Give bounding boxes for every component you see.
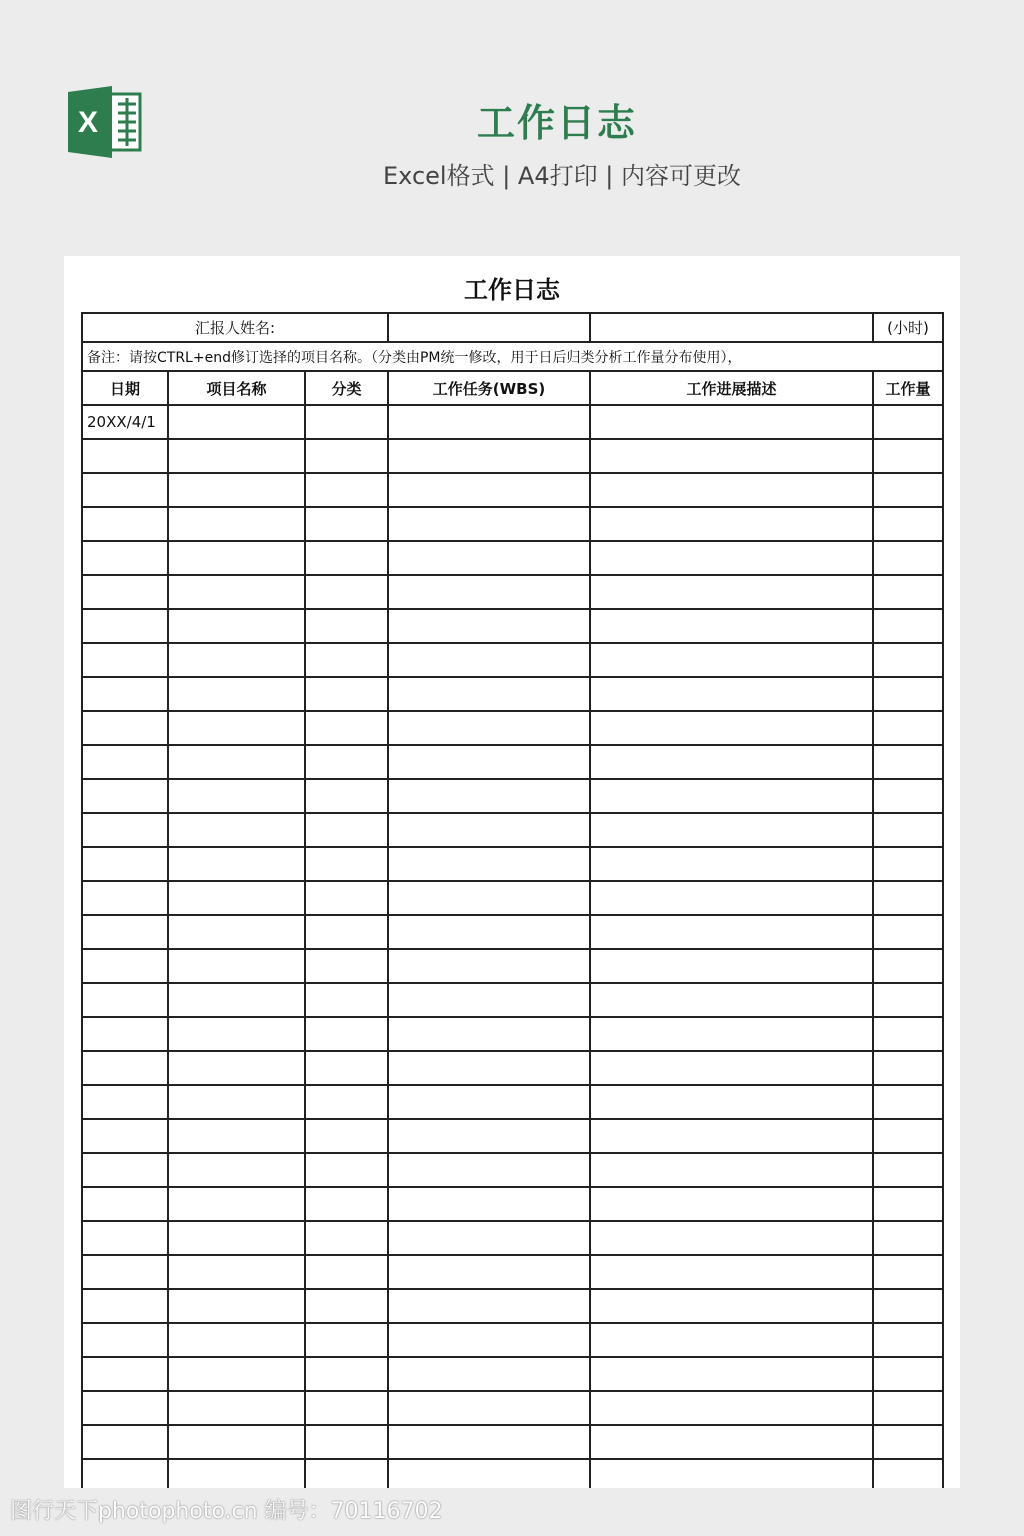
progress-cell[interactable]	[590, 609, 873, 643]
date-cell[interactable]: 20XX/4/1	[82, 405, 168, 439]
category-cell[interactable]	[305, 847, 388, 881]
date-cell[interactable]	[82, 541, 168, 575]
workload-cell[interactable]	[873, 813, 943, 847]
category-cell[interactable]	[305, 1323, 388, 1357]
category-cell[interactable]	[305, 1425, 388, 1459]
project-cell[interactable]	[168, 1051, 305, 1085]
project-cell[interactable]	[168, 1153, 305, 1187]
date-cell[interactable]	[82, 779, 168, 813]
date-cell[interactable]	[82, 643, 168, 677]
table-row	[82, 813, 943, 847]
project-cell[interactable]	[168, 1085, 305, 1119]
category-cell[interactable]	[305, 1459, 388, 1488]
category-cell[interactable]	[305, 507, 388, 541]
table-row	[82, 949, 943, 983]
category-cell[interactable]	[305, 1391, 388, 1425]
workload-cell[interactable]	[873, 1187, 943, 1221]
svg-text:X: X	[77, 106, 99, 139]
note-row	[82, 342, 943, 371]
category-cell[interactable]	[305, 779, 388, 813]
progress-cell[interactable]	[590, 1017, 873, 1051]
project-cell[interactable]	[168, 711, 305, 745]
progress-cell[interactable]	[590, 507, 873, 541]
project-cell[interactable]	[168, 779, 305, 813]
progress-cell[interactable]	[590, 1051, 873, 1085]
table-row	[82, 1459, 943, 1488]
note-text: 备注：请按CTRL+end修订选择的项目名称。（分类由PM统一修改，用于日后归类分析工作量分布使用），	[82, 342, 943, 371]
workload-cell[interactable]	[873, 915, 943, 949]
project-cell[interactable]	[168, 847, 305, 881]
project-cell[interactable]	[168, 745, 305, 779]
progress-cell[interactable]	[590, 541, 873, 575]
task-cell[interactable]	[388, 1153, 590, 1187]
workload-cell[interactable]	[873, 541, 943, 575]
task-cell[interactable]	[388, 915, 590, 949]
task-cell[interactable]	[388, 677, 590, 711]
date-cell[interactable]	[82, 439, 168, 473]
task-cell[interactable]	[388, 1357, 590, 1391]
progress-cell[interactable]	[590, 643, 873, 677]
task-cell[interactable]	[388, 949, 590, 983]
task-cell[interactable]	[388, 473, 590, 507]
progress-cell[interactable]	[590, 1357, 873, 1391]
project-cell[interactable]	[168, 1255, 305, 1289]
workload-cell[interactable]	[873, 1017, 943, 1051]
task-cell[interactable]	[388, 847, 590, 881]
table-row	[82, 643, 943, 677]
workload-cell[interactable]	[873, 1357, 943, 1391]
reporter-row	[82, 313, 943, 342]
category-cell[interactable]	[305, 439, 388, 473]
workload-cell[interactable]	[873, 405, 943, 439]
progress-cell[interactable]	[590, 405, 873, 439]
task-cell[interactable]	[388, 813, 590, 847]
table-row	[82, 1357, 943, 1391]
progress-cell[interactable]	[590, 745, 873, 779]
column-header-task: 工作任务(WBS)	[388, 371, 590, 405]
date-cell[interactable]	[82, 711, 168, 745]
project-cell[interactable]	[168, 1459, 305, 1488]
project-cell[interactable]	[168, 1289, 305, 1323]
project-cell[interactable]	[168, 1425, 305, 1459]
page-title: 工作日志	[476, 101, 637, 145]
project-cell[interactable]	[168, 1017, 305, 1051]
hours-unit-label: (小时)	[873, 313, 943, 342]
workload-cell[interactable]	[873, 609, 943, 643]
category-cell[interactable]	[305, 541, 388, 575]
project-cell[interactable]	[168, 405, 305, 439]
task-cell[interactable]	[388, 1221, 590, 1255]
progress-cell[interactable]	[590, 779, 873, 813]
table-row	[82, 507, 943, 541]
date-cell[interactable]	[82, 1051, 168, 1085]
project-cell[interactable]	[168, 949, 305, 983]
progress-cell[interactable]	[590, 575, 873, 609]
progress-cell[interactable]	[590, 1153, 873, 1187]
table-row	[82, 1289, 943, 1323]
date-cell[interactable]	[82, 1323, 168, 1357]
workload-cell[interactable]	[873, 949, 943, 983]
task-cell[interactable]	[388, 1119, 590, 1153]
progress-cell[interactable]	[590, 1289, 873, 1323]
task-cell[interactable]	[388, 1289, 590, 1323]
project-cell[interactable]	[168, 813, 305, 847]
worklog-sheet	[64, 256, 960, 1488]
progress-cell[interactable]	[590, 439, 873, 473]
task-cell[interactable]	[388, 1391, 590, 1425]
table-row	[82, 1391, 943, 1425]
progress-cell[interactable]	[590, 915, 873, 949]
project-cell[interactable]	[168, 1187, 305, 1221]
project-cell[interactable]	[168, 1221, 305, 1255]
table-row	[82, 541, 943, 575]
category-cell[interactable]	[305, 1153, 388, 1187]
task-cell[interactable]	[388, 881, 590, 915]
table-row	[82, 915, 943, 949]
project-cell[interactable]	[168, 473, 305, 507]
date-cell[interactable]	[82, 507, 168, 541]
date-cell[interactable]	[82, 983, 168, 1017]
project-cell[interactable]	[168, 1391, 305, 1425]
task-cell[interactable]	[388, 405, 590, 439]
date-cell[interactable]	[82, 847, 168, 881]
date-cell[interactable]	[82, 881, 168, 915]
progress-cell[interactable]	[590, 1425, 873, 1459]
date-cell[interactable]	[82, 1255, 168, 1289]
task-cell[interactable]	[388, 575, 590, 609]
category-cell[interactable]	[305, 643, 388, 677]
date-cell[interactable]	[82, 1153, 168, 1187]
workload-cell[interactable]	[873, 1085, 943, 1119]
category-cell[interactable]	[305, 677, 388, 711]
progress-cell[interactable]	[590, 813, 873, 847]
worklog-table	[81, 312, 944, 1488]
watermark-text: 图行天下photophoto.cn 编号：70116702	[10, 1499, 443, 1524]
task-cell[interactable]	[388, 711, 590, 745]
table-row	[82, 745, 943, 779]
task-cell[interactable]	[388, 779, 590, 813]
reporter-extra-cell[interactable]	[590, 313, 873, 342]
category-cell[interactable]	[305, 1085, 388, 1119]
date-cell[interactable]	[82, 1221, 168, 1255]
table-row	[82, 881, 943, 915]
table-row	[82, 779, 943, 813]
table-row	[82, 1323, 943, 1357]
progress-cell[interactable]	[590, 1391, 873, 1425]
table-row	[82, 575, 943, 609]
table-row	[82, 711, 943, 745]
project-cell[interactable]	[168, 881, 305, 915]
task-cell[interactable]	[388, 1017, 590, 1051]
column-header-date: 日期	[82, 371, 168, 405]
date-cell[interactable]	[82, 1425, 168, 1459]
project-cell[interactable]	[168, 1357, 305, 1391]
category-cell[interactable]	[305, 1051, 388, 1085]
project-cell[interactable]	[168, 1323, 305, 1357]
reporter-label: 汇报人姓名:	[82, 313, 388, 342]
column-header-project: 项目名称	[168, 371, 305, 405]
category-cell[interactable]	[305, 745, 388, 779]
task-cell[interactable]	[388, 1085, 590, 1119]
table-row	[82, 473, 943, 507]
workload-cell[interactable]	[873, 1391, 943, 1425]
workload-cell[interactable]	[873, 507, 943, 541]
date-cell[interactable]	[82, 575, 168, 609]
date-cell[interactable]	[82, 1017, 168, 1051]
task-cell[interactable]	[388, 643, 590, 677]
workload-cell[interactable]	[873, 439, 943, 473]
project-cell[interactable]	[168, 1119, 305, 1153]
category-cell[interactable]	[305, 983, 388, 1017]
table-row	[82, 1425, 943, 1459]
task-cell[interactable]	[388, 609, 590, 643]
workload-cell[interactable]	[873, 1255, 943, 1289]
progress-cell[interactable]	[590, 949, 873, 983]
category-cell[interactable]	[305, 915, 388, 949]
category-cell[interactable]	[305, 1187, 388, 1221]
progress-cell[interactable]	[590, 1255, 873, 1289]
date-cell[interactable]	[82, 949, 168, 983]
date-cell[interactable]	[82, 1289, 168, 1323]
column-header-category: 分类	[305, 371, 388, 405]
table-row	[82, 1051, 943, 1085]
table-row	[82, 1085, 943, 1119]
progress-cell[interactable]	[590, 881, 873, 915]
progress-cell[interactable]	[590, 847, 873, 881]
category-cell[interactable]	[305, 711, 388, 745]
date-cell[interactable]	[82, 1085, 168, 1119]
table-row	[82, 1221, 943, 1255]
task-cell[interactable]	[388, 541, 590, 575]
task-cell[interactable]	[388, 745, 590, 779]
workload-cell[interactable]	[873, 1425, 943, 1459]
workload-cell[interactable]	[873, 1459, 943, 1488]
workload-cell[interactable]	[873, 1051, 943, 1085]
project-cell[interactable]	[168, 439, 305, 473]
progress-cell[interactable]	[590, 1119, 873, 1153]
header-row	[82, 371, 943, 405]
category-cell[interactable]	[305, 1255, 388, 1289]
task-cell[interactable]	[388, 1323, 590, 1357]
table-row	[82, 1187, 943, 1221]
table-row	[82, 405, 943, 439]
workload-cell[interactable]	[873, 1119, 943, 1153]
project-cell[interactable]	[168, 983, 305, 1017]
date-cell[interactable]	[82, 745, 168, 779]
workload-cell[interactable]	[873, 677, 943, 711]
project-cell[interactable]	[168, 677, 305, 711]
date-cell[interactable]	[82, 1119, 168, 1153]
date-cell[interactable]	[82, 609, 168, 643]
table-row	[82, 677, 943, 711]
progress-cell[interactable]	[590, 1323, 873, 1357]
date-cell[interactable]	[82, 1391, 168, 1425]
project-cell[interactable]	[168, 643, 305, 677]
document-title: 工作日志	[464, 276, 560, 304]
date-cell[interactable]	[82, 1357, 168, 1391]
column-header-workload: 工作量	[873, 371, 943, 405]
table-row	[82, 439, 943, 473]
category-cell[interactable]	[305, 575, 388, 609]
task-cell[interactable]	[388, 507, 590, 541]
category-cell[interactable]	[305, 609, 388, 643]
progress-cell[interactable]	[590, 473, 873, 507]
workload-cell[interactable]	[873, 1289, 943, 1323]
project-cell[interactable]	[168, 915, 305, 949]
progress-cell[interactable]	[590, 1221, 873, 1255]
date-cell[interactable]	[82, 1459, 168, 1488]
progress-cell[interactable]	[590, 1187, 873, 1221]
date-cell[interactable]	[82, 813, 168, 847]
progress-cell[interactable]	[590, 677, 873, 711]
category-cell[interactable]	[305, 1017, 388, 1051]
category-cell[interactable]	[305, 1289, 388, 1323]
table-row	[82, 1255, 943, 1289]
category-cell[interactable]	[305, 1221, 388, 1255]
project-cell[interactable]	[168, 507, 305, 541]
workload-cell[interactable]	[873, 711, 943, 745]
workload-cell[interactable]	[873, 983, 943, 1017]
workload-cell[interactable]	[873, 575, 943, 609]
category-cell[interactable]	[305, 1119, 388, 1153]
task-cell[interactable]	[388, 1255, 590, 1289]
date-cell[interactable]	[82, 473, 168, 507]
workload-cell[interactable]	[873, 473, 943, 507]
category-cell[interactable]	[305, 813, 388, 847]
project-cell[interactable]	[168, 575, 305, 609]
task-cell[interactable]	[388, 439, 590, 473]
progress-cell[interactable]	[590, 1085, 873, 1119]
task-cell[interactable]	[388, 1425, 590, 1459]
page-subtitle: Excel格式 | A4打印 | 内容可更改	[383, 162, 741, 190]
reporter-name-cell[interactable]	[388, 313, 590, 342]
date-cell[interactable]	[82, 915, 168, 949]
task-cell[interactable]	[388, 1459, 590, 1488]
task-cell[interactable]	[388, 1051, 590, 1085]
progress-cell[interactable]	[590, 1459, 873, 1488]
column-header-progress: 工作进展描述	[590, 371, 873, 405]
category-cell[interactable]	[305, 881, 388, 915]
workload-cell[interactable]	[873, 1153, 943, 1187]
table-row	[82, 1153, 943, 1187]
progress-cell[interactable]	[590, 983, 873, 1017]
workload-cell[interactable]	[873, 779, 943, 813]
task-cell[interactable]	[388, 1187, 590, 1221]
workload-cell[interactable]	[873, 847, 943, 881]
workload-cell[interactable]	[873, 1221, 943, 1255]
task-cell[interactable]	[388, 983, 590, 1017]
table-row	[82, 847, 943, 881]
table-row	[82, 983, 943, 1017]
progress-cell[interactable]	[590, 711, 873, 745]
workload-cell[interactable]	[873, 745, 943, 779]
workload-cell[interactable]	[873, 1323, 943, 1357]
date-cell[interactable]	[82, 677, 168, 711]
category-cell[interactable]	[305, 949, 388, 983]
project-cell[interactable]	[168, 609, 305, 643]
workload-cell[interactable]	[873, 643, 943, 677]
table-row	[82, 1119, 943, 1153]
date-cell[interactable]	[82, 1187, 168, 1221]
category-cell[interactable]	[305, 405, 388, 439]
category-cell[interactable]	[305, 1357, 388, 1391]
table-row	[82, 609, 943, 643]
workload-cell[interactable]	[873, 881, 943, 915]
project-cell[interactable]	[168, 541, 305, 575]
category-cell[interactable]	[305, 473, 388, 507]
table-row	[82, 1017, 943, 1051]
